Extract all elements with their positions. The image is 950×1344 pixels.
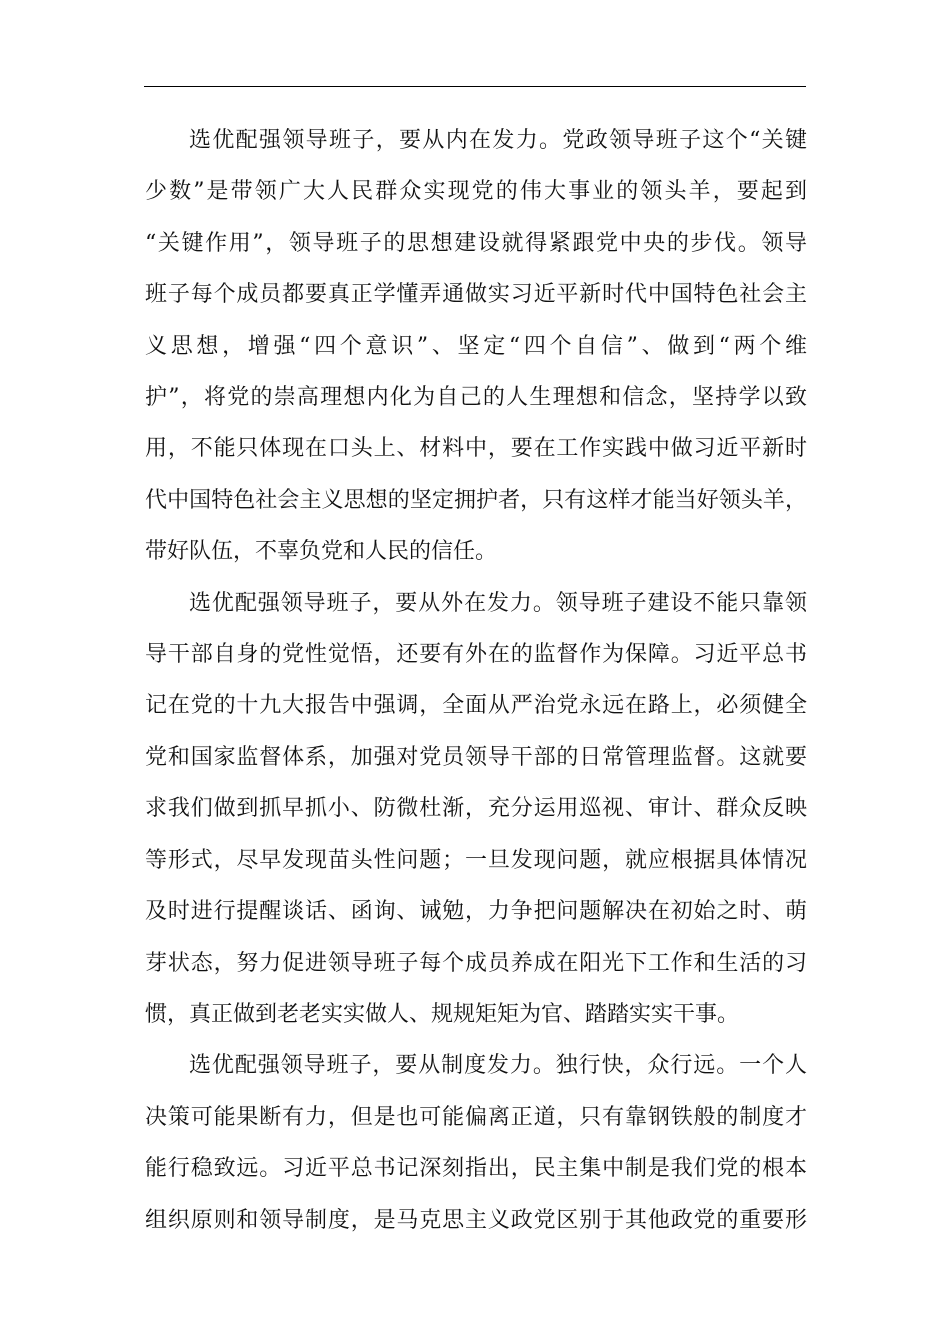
text-line: 班子每个成员都要真正学懂弄通做实习近平新时代中国特色社会主 bbox=[145, 282, 807, 308]
text-line: 义思想，增强“四个意识”、坚定“四个自信”、做到“两个维 bbox=[145, 333, 807, 359]
text-line: 选优配强领导班子，要从内在发力。党政领导班子这个“关键 bbox=[189, 128, 807, 153]
text-line: 带好队伍，不辜负党和人民的信任。 bbox=[145, 539, 498, 565]
text-line: 求我们做到抓早抓小、防微杜渐，充分运用巡视、审计、群众反映 bbox=[145, 796, 807, 822]
text-line: 芽状态，努力促进领导班子每个成员养成在阳光下工作和生活的习 bbox=[145, 950, 807, 976]
text-line: 能行稳致远。习近平总书记深刻指出，民主集中制是我们党的根本 bbox=[145, 1156, 807, 1182]
text-line: 及时进行提醒谈话、函询、诫勉，力争把问题解决在初始之时、萌 bbox=[145, 899, 807, 925]
paragraph-system-force bbox=[145, 1040, 807, 1246]
text-line: 惯，真正做到老老实实做人、规规矩矩为官、踏踏实实干事。 bbox=[145, 1001, 740, 1027]
text-line: 少数”是带领广大人民群众实现党的伟大事业的领头羊，要起到 bbox=[145, 179, 807, 205]
text-line: “关键作用”，领导班子的思想建设就得紧跟党中央的步伐。领导 bbox=[145, 230, 807, 256]
header-rule bbox=[144, 86, 806, 87]
text-line: 导干部自身的党性觉悟，还要有外在的监督作为保障。习近平总书 bbox=[145, 642, 807, 668]
document-body bbox=[145, 115, 807, 1246]
text-line: 组织原则和领导制度，是马克思主义政党区别于其他政党的重要形 bbox=[145, 1207, 807, 1233]
text-line: 代中国特色社会主义思想的坚定拥护者，只有这样才能当好领头羊， bbox=[145, 487, 807, 513]
text-line: 决策可能果断有力，但是也可能偏离正道，只有靠钢铁般的制度才 bbox=[145, 1104, 807, 1130]
text-line: 选优配强领导班子，要从外在发力。领导班子建设不能只靠领 bbox=[189, 590, 807, 616]
text-line: 等形式，尽早发现苗头性问题；一旦发现问题，就应根据具体情况 bbox=[145, 847, 807, 873]
text-line: 护”，将党的崇高理想内化为自己的人生理想和信念，坚持学以致 bbox=[145, 385, 807, 411]
text-line: 记在党的十九大报告中强调，全面从严治党永远在路上，必须健全 bbox=[145, 693, 807, 719]
text-line: 用，不能只体现在口头上、材料中，要在工作实践中做习近平新时 bbox=[145, 436, 807, 462]
paragraph-inner-force bbox=[145, 115, 807, 578]
paragraph-outer-force bbox=[145, 578, 807, 1041]
text-line: 党和国家监督体系，加强对党员领导干部的日常管理监督。这就要 bbox=[145, 744, 807, 770]
text-line: 选优配强领导班子，要从制度发力。独行快，众行远。一个人 bbox=[189, 1053, 807, 1079]
